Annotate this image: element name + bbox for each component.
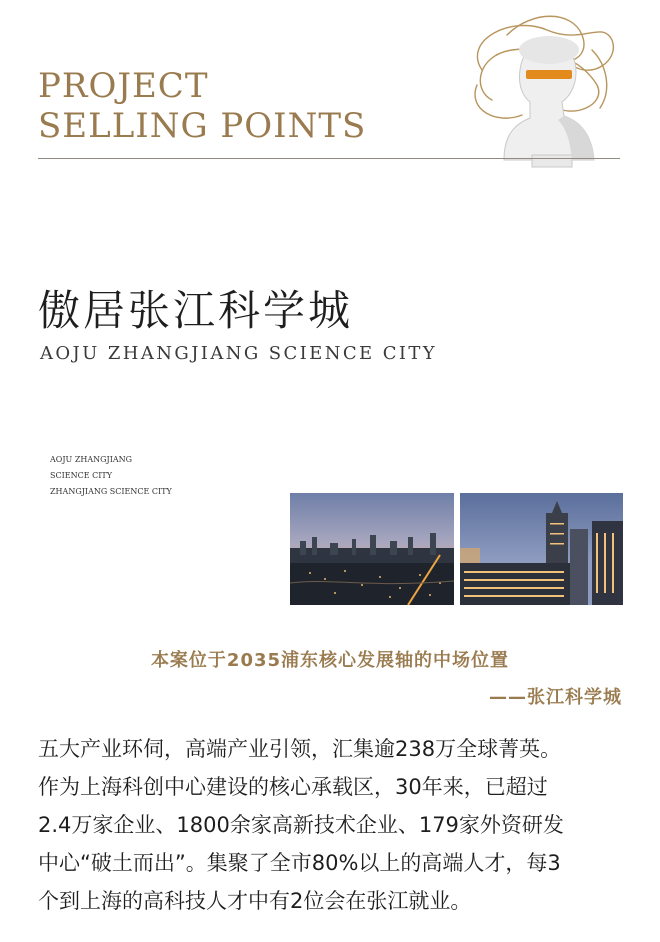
highlight-attribution: ——张江科学城 <box>489 687 622 708</box>
body-line: 2.4万家企业、1800余家高新技术企业、179家外资研发 <box>38 813 564 837</box>
caption-line: ZHANGJIANG SCIENCE CITY <box>50 487 172 496</box>
body-line: 中心“破土而出”。集聚了全市80%以上的高端人才，每3 <box>38 851 561 875</box>
body-line: 五大产业环伺，高端产业引领，汇集逾238万全球菁英。 <box>38 737 562 761</box>
city-skyline-dusk-photo <box>290 493 454 605</box>
header-title <box>38 66 366 146</box>
sculpture-bust-icon <box>452 10 622 170</box>
caption-line: AOJU ZHANGJIANG <box>50 455 133 464</box>
header-divider <box>38 158 620 159</box>
header-title-line2: SELLING POINTS <box>38 106 367 146</box>
caption-block <box>50 452 172 500</box>
body-line: 作为上海科创中心建设的核心承载区，30年来，已超过 <box>38 775 548 799</box>
body-line: 个到上海的高科技人才中有2位会在张江就业。 <box>38 889 472 913</box>
body-paragraph <box>38 730 628 920</box>
highlight-statement: 本案位于2035浦东核心发展轴的中场位置 <box>150 650 510 671</box>
caption-line: SCIENCE CITY <box>50 471 113 480</box>
city-buildings-night-photo <box>460 493 623 605</box>
header-title-line1: PROJECT <box>38 66 209 106</box>
page-title: 傲居张江科学城 <box>38 286 354 335</box>
page-subtitle: AOJU ZHANGJIANG SCIENCE CITY <box>40 343 438 364</box>
